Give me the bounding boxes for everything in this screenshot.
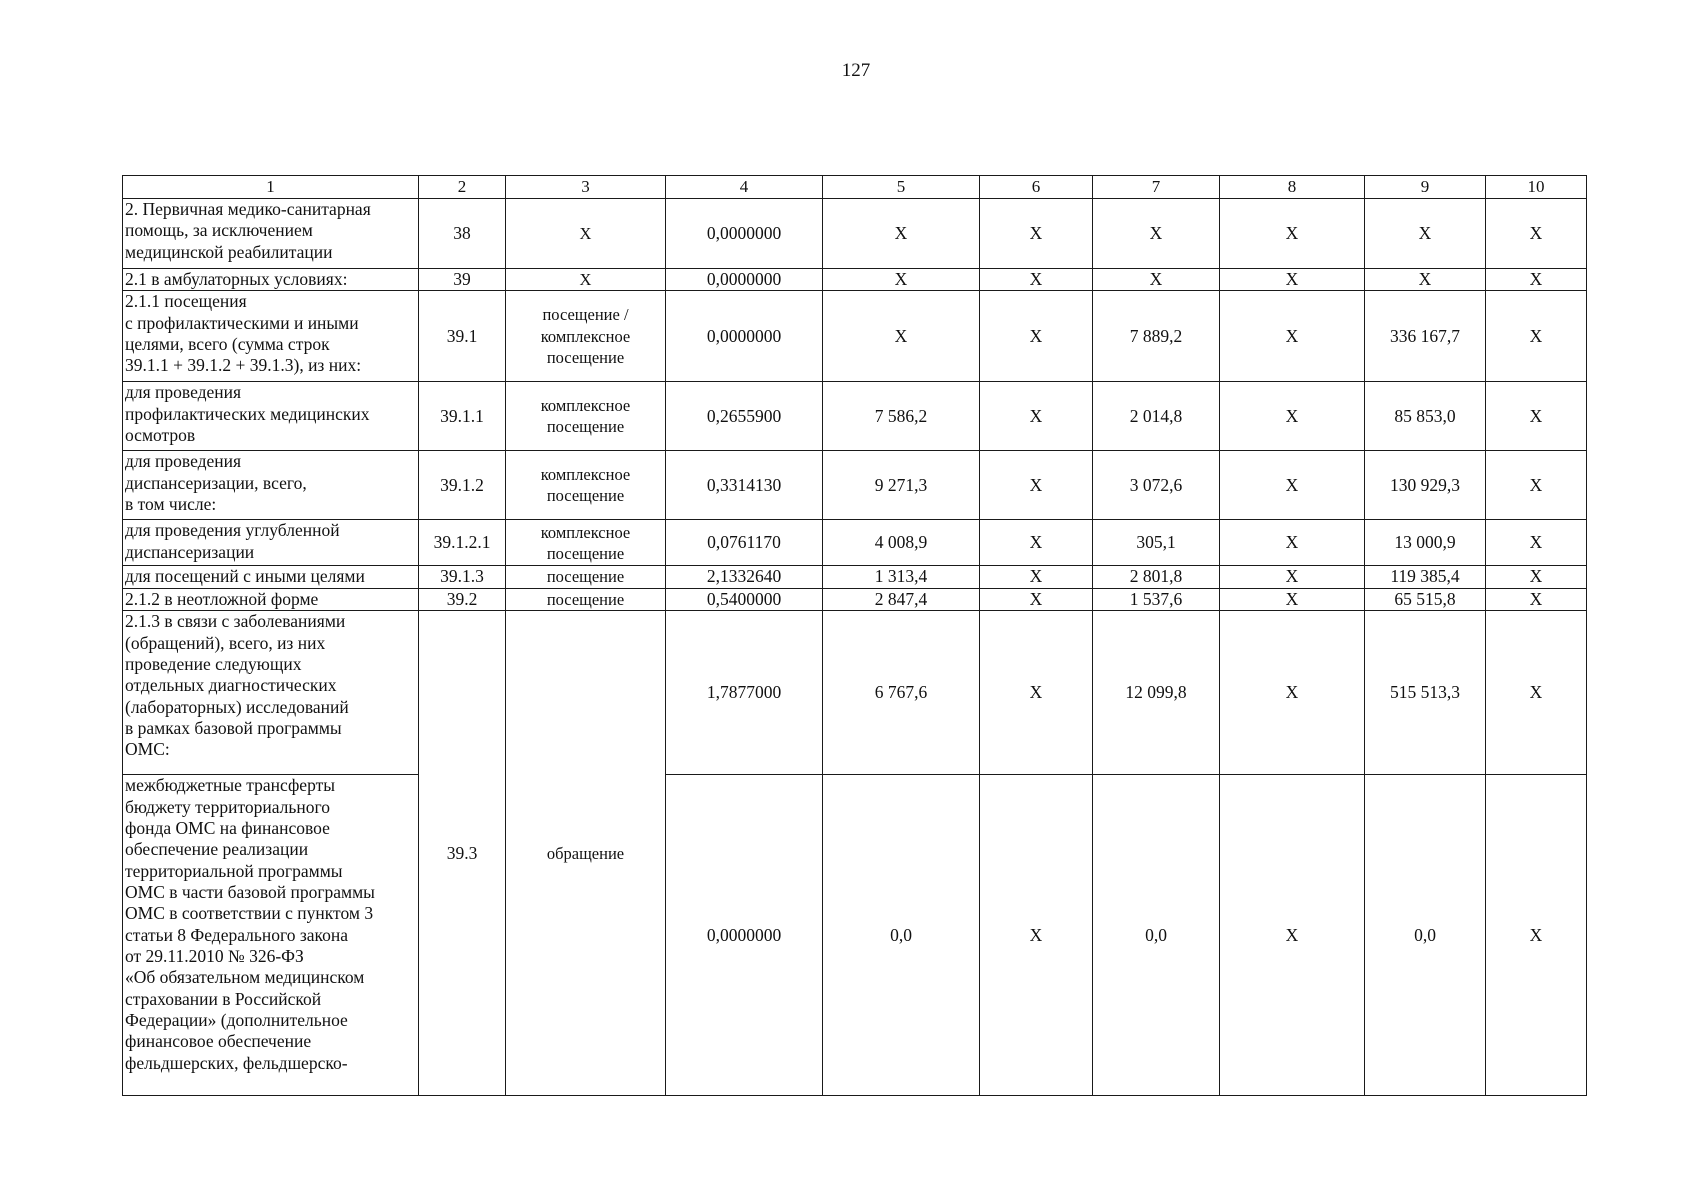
cell-col-9: 119 385,4	[1365, 566, 1486, 588]
unit-of-measure	[506, 611, 666, 1096]
cell-col-8: X	[1220, 269, 1365, 291]
cell-col-6: X	[980, 451, 1093, 520]
table-row	[123, 451, 1587, 520]
cell-col-5: 6 767,6	[823, 611, 980, 775]
data-table	[122, 175, 1587, 1096]
column-header-9: 9	[1365, 176, 1486, 199]
unit-of-measure-line: X	[579, 270, 592, 289]
cell-col-7: 305,1	[1093, 520, 1220, 566]
row-description-line: фонда ОМС на финансовое	[125, 818, 330, 838]
cell-col-5: 7 586,2	[823, 382, 980, 451]
cell-col-9: 0,0	[1365, 775, 1486, 1096]
cell-col-5: X	[823, 199, 980, 269]
cell-col-9: X	[1365, 199, 1486, 269]
cell-col-10: X	[1486, 588, 1587, 610]
cell-col-5: 0,0	[823, 775, 980, 1096]
cell-col-7: X	[1093, 269, 1220, 291]
cell-col-7: 2 801,8	[1093, 566, 1220, 588]
unit-of-measure-line: посещение	[546, 417, 625, 437]
table-row	[123, 199, 1587, 269]
cell-col-10: X	[1486, 291, 1587, 382]
cell-col-4: 0,2655900	[666, 382, 823, 451]
row-description-line: финансовое обеспечение	[125, 1031, 312, 1052]
cell-col-9: 130 929,3	[1365, 451, 1486, 520]
row-description-line: статьи 8 Федерального закона	[125, 924, 349, 945]
header-row	[123, 176, 1587, 199]
table-row	[123, 520, 1587, 566]
row-number: 39.1	[419, 291, 506, 382]
column-header-4: 4	[666, 176, 823, 199]
row-number: 39.1.2.1	[419, 520, 506, 566]
cell-col-6: X	[980, 199, 1093, 269]
unit-of-measure-line: комплексное	[540, 396, 631, 415]
cell-col-9: 515 513,3	[1365, 611, 1486, 775]
row-number: 39.2	[419, 588, 506, 610]
unit-of-measure-line: обращение	[546, 843, 625, 863]
row-description-line: 2.1.3 в связи с заболеваниями	[125, 611, 346, 632]
cell-col-6: X	[980, 291, 1093, 382]
row-description-line: Федерации» (дополнительное	[125, 1010, 348, 1031]
cell-col-8: X	[1220, 566, 1365, 588]
cell-col-4: 1,7877000	[666, 611, 823, 775]
cell-col-8: X	[1220, 775, 1365, 1096]
unit-of-measure-line: посещение	[546, 348, 625, 368]
row-description	[123, 451, 419, 520]
unit-of-measure-line: посещение /	[542, 305, 629, 325]
cell-col-4: 0,0761170	[666, 520, 823, 566]
row-description-line: в рамках базовой программы	[125, 718, 342, 739]
row-description-line: 39.1.1 + 39.1.2 + 39.1.3), из них:	[125, 355, 362, 376]
unit-of-measure-line: посещение	[546, 486, 625, 506]
row-description-line: обеспечение реализации	[125, 839, 309, 860]
unit-of-measure-line: посещение	[546, 567, 625, 587]
cell-col-6: X	[980, 611, 1093, 775]
cell-col-7: 12 099,8	[1093, 611, 1220, 775]
column-header-2: 2	[419, 176, 506, 199]
row-description-line: от 29.11.2010 № 326-ФЗ	[125, 946, 304, 967]
cell-col-8: X	[1220, 291, 1365, 382]
row-description-line: (лабораторных) исследований	[125, 696, 349, 717]
table-row	[123, 775, 1587, 1096]
row-description	[123, 566, 419, 588]
row-description-line: территориальной программы	[125, 860, 343, 881]
row-number: 38	[419, 199, 506, 269]
row-description-line: ОМС в соответствии с пунктом 3	[125, 903, 374, 924]
cell-col-5: X	[823, 269, 980, 291]
unit-of-measure	[506, 588, 666, 610]
row-description-line: для проведения углубленной	[125, 520, 340, 541]
unit-of-measure	[506, 269, 666, 291]
unit-of-measure	[506, 451, 666, 520]
cell-col-4: 0,5400000	[666, 588, 823, 610]
cell-col-8: X	[1220, 588, 1365, 610]
unit-of-measure-line: комплексное	[540, 326, 631, 346]
row-description-line: 2.1.1 посещения	[125, 291, 247, 312]
unit-of-measure	[506, 199, 666, 269]
row-description-line: проведение следующих	[125, 654, 302, 674]
unit-of-measure	[506, 566, 666, 588]
row-description-line: страховании в Российской	[125, 988, 322, 1009]
table-row	[123, 611, 1587, 775]
row-description-line: с профилактическими и иными	[125, 312, 359, 333]
cell-col-9: 13 000,9	[1365, 520, 1486, 566]
cell-col-7: 0,0	[1093, 775, 1220, 1096]
unit-of-measure-line: X	[579, 223, 592, 243]
unit-of-measure	[506, 520, 666, 566]
row-description-line: «Об обязательном медицинском	[125, 967, 365, 988]
cell-col-10: X	[1486, 269, 1587, 291]
row-description	[123, 520, 419, 566]
row-description-line: для проведения	[125, 382, 242, 403]
row-number: 39.1.3	[419, 566, 506, 588]
row-description-line: осмотров	[125, 425, 196, 446]
cell-col-8: X	[1220, 611, 1365, 775]
unit-of-measure-line: посещение	[546, 589, 625, 609]
row-description	[123, 611, 419, 775]
row-description-line: диспансеризации	[125, 541, 255, 562]
unit-of-measure-line: посещение	[546, 543, 625, 563]
cell-col-10: X	[1486, 566, 1587, 588]
row-description	[123, 291, 419, 382]
row-description-line: межбюджетные трансферты	[125, 775, 335, 796]
cell-col-7: X	[1093, 199, 1220, 269]
row-description	[123, 588, 419, 610]
page-number: 127	[841, 60, 871, 81]
row-description	[123, 269, 419, 291]
row-number: 39.1.2	[419, 451, 506, 520]
cell-col-4: 0,0000000	[666, 291, 823, 382]
unit-of-measure-line: комплексное	[540, 465, 631, 484]
table-row	[123, 269, 1587, 291]
cell-col-10: X	[1486, 451, 1587, 520]
row-number: 39.3	[419, 611, 506, 1096]
cell-col-6: X	[980, 269, 1093, 291]
table-row	[123, 382, 1587, 451]
column-header-7: 7	[1093, 176, 1220, 199]
row-description-line: ОМС в части базовой программы	[125, 882, 375, 903]
cell-col-5: 2 847,4	[823, 588, 980, 610]
row-number: 39	[419, 269, 506, 291]
column-header-10: 10	[1486, 176, 1587, 199]
column-header-1: 1	[123, 176, 419, 199]
column-header-5: 5	[823, 176, 980, 199]
cell-col-4: 0,0000000	[666, 269, 823, 291]
row-description-line: (обращений), всего, из них	[125, 632, 326, 653]
row-description-line: бюджету территориального	[125, 796, 330, 817]
row-description-line: 2.1 в амбулаторных условиях:	[125, 269, 348, 289]
cell-col-8: X	[1220, 520, 1365, 566]
cell-col-6: X	[980, 566, 1093, 588]
cell-col-8: X	[1220, 199, 1365, 269]
cell-col-4: 0,0000000	[666, 775, 823, 1096]
cell-col-5: X	[823, 291, 980, 382]
table-row	[123, 291, 1587, 382]
cell-col-5: 9 271,3	[823, 451, 980, 520]
row-description-line: 2. Первичная медико-санитарная	[125, 199, 371, 219]
row-description-line: профилактических медицинских	[125, 403, 370, 424]
row-description-line: фельдшерских, фельдшерско-	[125, 1052, 348, 1073]
table-row	[123, 588, 1587, 610]
cell-col-9: 85 853,0	[1365, 382, 1486, 451]
row-description-line: в том числе:	[125, 494, 217, 515]
row-description-line: 2.1.2 в неотложной форме	[125, 588, 319, 609]
row-description-line: для проведения	[125, 451, 242, 472]
cell-col-7: 7 889,2	[1093, 291, 1220, 382]
unit-of-measure	[506, 291, 666, 382]
unit-of-measure-line: комплексное	[540, 522, 631, 542]
cell-col-6: X	[980, 775, 1093, 1096]
cell-col-7: 1 537,6	[1093, 588, 1220, 610]
row-description-line: целями, всего (сумма строк	[125, 334, 330, 355]
cell-col-10: X	[1486, 611, 1587, 775]
cell-col-5: 1 313,4	[823, 566, 980, 588]
cell-col-6: X	[980, 382, 1093, 451]
cell-col-9: 336 167,7	[1365, 291, 1486, 382]
row-description-line: для посещений с иными целями	[125, 566, 365, 587]
cell-col-6: X	[980, 520, 1093, 566]
row-description	[123, 382, 419, 451]
table-row	[123, 566, 1587, 588]
row-description-line: ОМС:	[125, 739, 170, 760]
cell-col-8: X	[1220, 382, 1365, 451]
column-header-6: 6	[980, 176, 1093, 199]
cell-col-10: X	[1486, 199, 1587, 269]
row-description-line: медицинской реабилитации	[125, 241, 333, 262]
cell-col-5: 4 008,9	[823, 520, 980, 566]
cell-col-4: 2,1332640	[666, 566, 823, 588]
column-header-3: 3	[506, 176, 666, 199]
row-description	[123, 199, 419, 269]
column-header-8: 8	[1220, 176, 1365, 199]
cell-col-10: X	[1486, 520, 1587, 566]
cell-col-7: 2 014,8	[1093, 382, 1220, 451]
cell-col-10: X	[1486, 775, 1587, 1096]
cell-col-9: X	[1365, 269, 1486, 291]
cell-col-8: X	[1220, 451, 1365, 520]
cell-col-6: X	[980, 588, 1093, 610]
row-description-line: помощь, за исключением	[125, 220, 313, 241]
row-description	[123, 775, 419, 1096]
cell-col-9: 65 515,8	[1365, 588, 1486, 610]
unit-of-measure	[506, 382, 666, 451]
row-number: 39.1.1	[419, 382, 506, 451]
row-description-line: отдельных диагностических	[125, 675, 337, 696]
cell-col-7: 3 072,6	[1093, 451, 1220, 520]
row-description-line: диспансеризации, всего,	[125, 472, 307, 493]
cell-col-10: X	[1486, 382, 1587, 451]
cell-col-4: 0,0000000	[666, 199, 823, 269]
cell-col-4: 0,3314130	[666, 451, 823, 520]
